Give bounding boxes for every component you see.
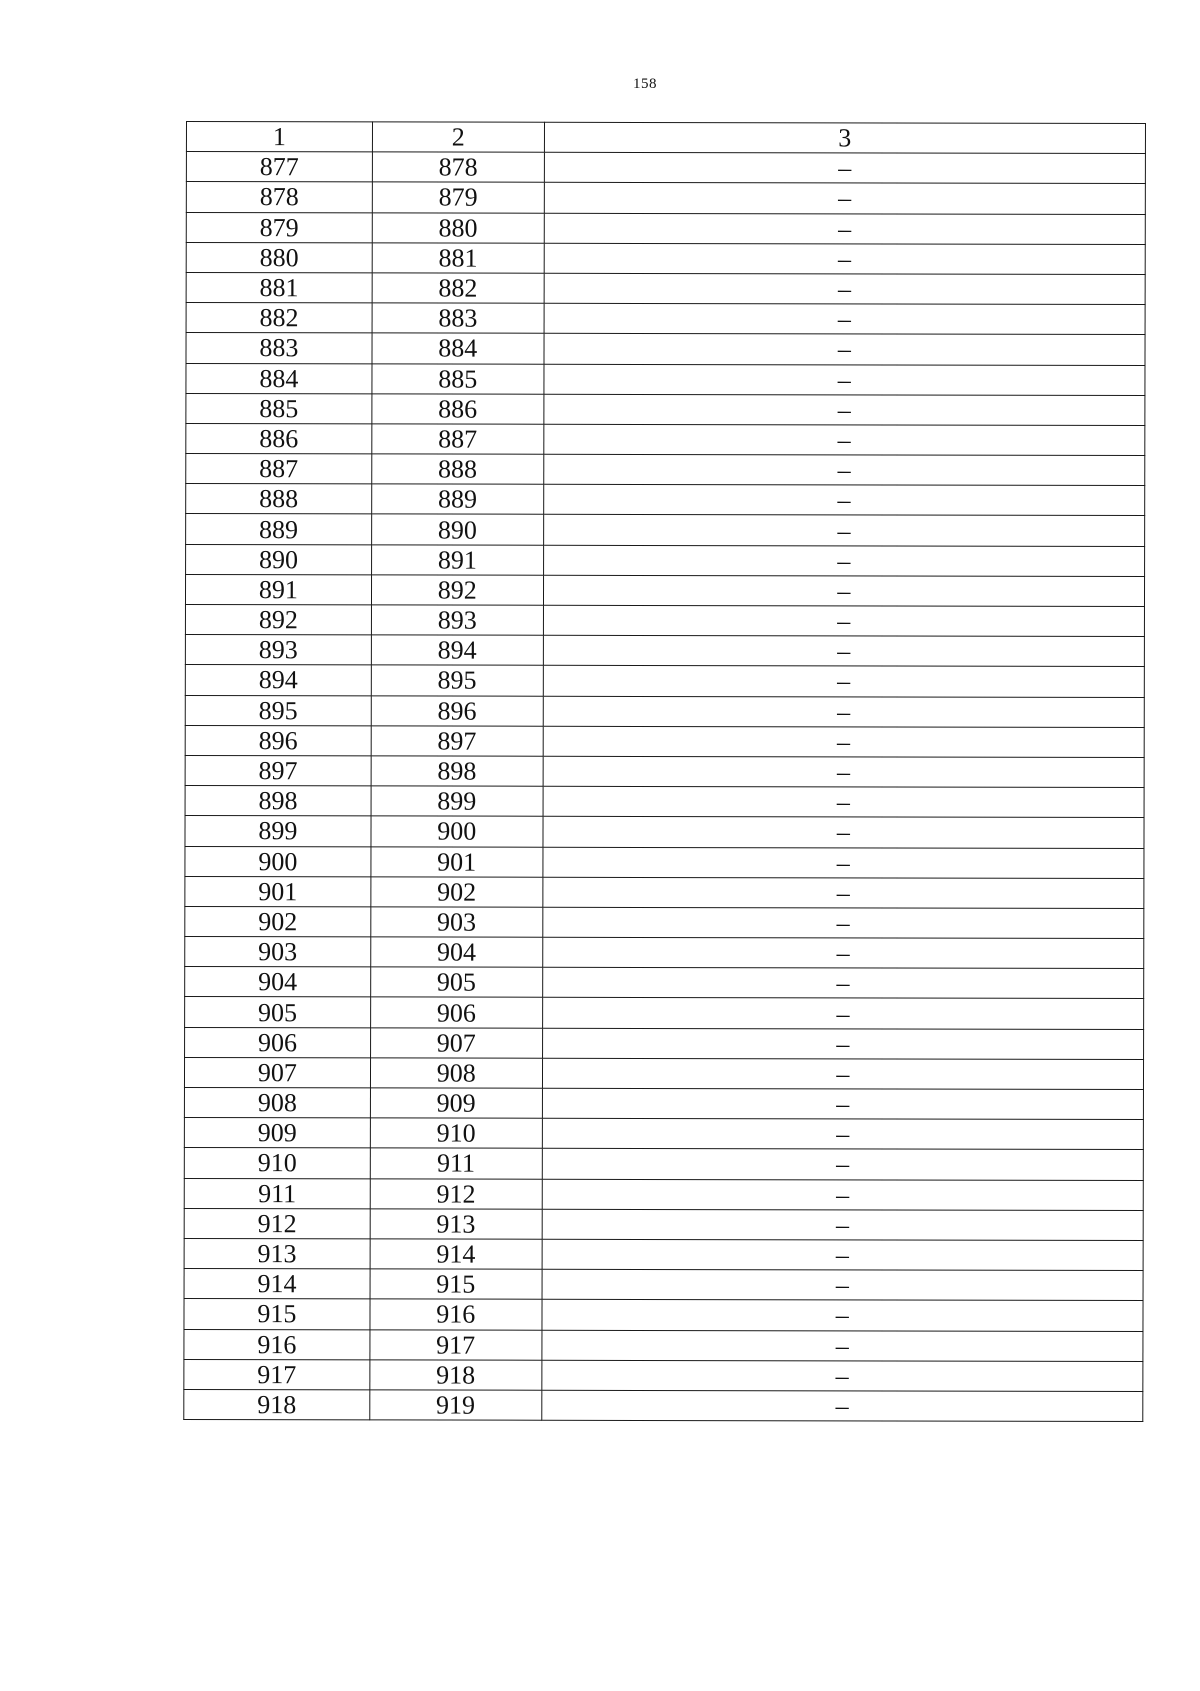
table-cell-col2: 890 [371, 514, 543, 545]
table-cell-col2: 907 [370, 1028, 542, 1059]
table-cell-col3: – [542, 998, 1143, 1029]
table-cell-col1: 902 [185, 906, 371, 937]
table-cell-col3: – [542, 1179, 1143, 1210]
table-cell-col1: 905 [185, 997, 371, 1028]
table-cell-col3: – [544, 152, 1145, 183]
table-row [185, 695, 1144, 727]
table-cell-col1: 904 [185, 967, 371, 998]
table-cell-col1: 903 [185, 937, 371, 968]
table-row [184, 1329, 1143, 1361]
table-cell-col2: 898 [371, 756, 543, 787]
table-row [184, 1178, 1143, 1210]
table-cell-col3: – [543, 545, 1144, 576]
table-cell-col3: – [543, 605, 1144, 636]
table-cell-col2: 881 [372, 243, 544, 274]
table-cell-col1: 884 [186, 363, 372, 394]
table-cell-col2: 884 [372, 333, 544, 364]
table-cell-col2: 905 [370, 967, 542, 998]
table-cell-col1: 883 [186, 333, 372, 364]
table-cell-col3: – [543, 424, 1144, 455]
table-row [186, 363, 1145, 395]
table-row [184, 1359, 1143, 1391]
table-cell-col2: 894 [371, 635, 543, 666]
table-cell-col2: 885 [372, 363, 544, 394]
table-cell-col2: 908 [370, 1058, 542, 1089]
table-cell-col2: 900 [371, 816, 543, 847]
column-header-2: 2 [372, 122, 544, 153]
table-cell-col2: 882 [372, 273, 544, 304]
table-cell-col3: – [543, 877, 1144, 908]
table-cell-col2: 897 [371, 726, 543, 757]
table-cell-col1: 909 [184, 1118, 370, 1149]
table-cell-col2: 892 [371, 575, 543, 606]
table-cell-col2: 899 [371, 786, 543, 817]
table-cell-col1: 885 [186, 393, 372, 424]
table-row [186, 454, 1145, 486]
table-cell-col3: – [544, 394, 1145, 425]
table-row [186, 212, 1145, 244]
table-cell-col1: 877 [186, 152, 372, 183]
table-row [184, 1389, 1143, 1421]
table-cell-col3: – [543, 666, 1144, 697]
table-cell-col3: – [541, 1390, 1142, 1421]
column-header-3: 3 [544, 122, 1145, 153]
table-cell-col1: 897 [185, 755, 371, 786]
table-row [186, 423, 1145, 455]
table-cell-col2: 895 [371, 665, 543, 696]
table-cell-col1: 911 [184, 1178, 370, 1209]
table-row [185, 997, 1144, 1029]
table-row [184, 1299, 1143, 1331]
table-cell-col3: – [544, 303, 1145, 334]
table-row [186, 272, 1145, 304]
table-cell-col1: 892 [185, 605, 371, 636]
table-row [186, 544, 1145, 576]
table-cell-col3: – [544, 243, 1145, 274]
table-cell-col2: 883 [372, 303, 544, 334]
table-cell-col3: – [544, 213, 1145, 244]
table-cell-col2: 911 [370, 1148, 542, 1179]
table-cell-col2: 919 [370, 1390, 542, 1421]
table-cell-col3: – [542, 1239, 1143, 1270]
table-cell-col3: – [544, 334, 1145, 365]
table-row [184, 1118, 1143, 1150]
table-cell-col1: 894 [185, 665, 371, 696]
table-row [185, 786, 1144, 818]
table-cell-col2: 888 [372, 454, 544, 485]
table-cell-col3: – [542, 1360, 1143, 1391]
table-cell-col2: 903 [371, 907, 543, 938]
table-cell-col2: 909 [370, 1088, 542, 1119]
table-cell-col3: – [544, 273, 1145, 304]
table-body [184, 122, 1146, 1422]
table-cell-col2: 896 [371, 695, 543, 726]
table-cell-col3: – [542, 1330, 1143, 1361]
table-cell-col1: 916 [184, 1329, 370, 1360]
table-cell-col2: 887 [372, 424, 544, 455]
table-cell-col2: 901 [371, 846, 543, 877]
column-header-1: 1 [186, 122, 372, 153]
page-number: 158 [633, 76, 657, 92]
table-row [185, 906, 1144, 938]
table-cell-col3: – [543, 635, 1144, 666]
table-cell-col1: 878 [186, 182, 372, 213]
table-row [186, 484, 1145, 516]
table-row [185, 725, 1144, 757]
table-cell-col2: 912 [370, 1178, 542, 1209]
table-cell-col1: 900 [185, 846, 371, 877]
table-cell-col1: 907 [184, 1057, 370, 1088]
table-row [186, 333, 1145, 365]
table-cell-col3: – [543, 847, 1144, 878]
table-cell-col1: 891 [185, 574, 371, 605]
table-cell-col1: 882 [186, 303, 372, 334]
table-cell-col2: 914 [370, 1239, 542, 1270]
table-cell-col1: 913 [184, 1238, 370, 1269]
table-cell-col3: – [542, 1028, 1143, 1059]
table-cell-col1: 910 [184, 1148, 370, 1179]
data-table [183, 121, 1146, 1422]
table-cell-col1: 915 [184, 1299, 370, 1330]
table-cell-col2: 886 [372, 394, 544, 425]
table-row [185, 937, 1144, 969]
table-cell-col3: – [542, 937, 1143, 968]
table-cell-col1: 896 [185, 725, 371, 756]
table-row [186, 242, 1145, 274]
table-cell-col2: 906 [370, 997, 542, 1028]
table-row [184, 1087, 1143, 1119]
table-cell-col1: 908 [184, 1087, 370, 1118]
table-row [185, 755, 1144, 787]
table-row [185, 635, 1144, 667]
table-cell-col2: 889 [372, 484, 544, 515]
table-row [185, 665, 1144, 697]
table-cell-col3: – [542, 1149, 1143, 1180]
table-cell-col1: 912 [184, 1208, 370, 1239]
table-cell-col3: – [542, 1088, 1143, 1119]
table-cell-col2: 916 [370, 1299, 542, 1330]
table-cell-col2: 913 [370, 1209, 542, 1240]
table-cell-col3: – [543, 726, 1144, 757]
table-cell-col1: 890 [186, 544, 372, 575]
table-cell-col3: – [543, 756, 1144, 787]
table-cell-col2: 904 [371, 937, 543, 968]
table-row [184, 1238, 1143, 1270]
table-row [184, 1148, 1143, 1180]
table-cell-col3: – [543, 575, 1144, 606]
table-row [184, 1208, 1143, 1240]
table-cell-col3: – [542, 1209, 1143, 1240]
table-row [185, 1027, 1144, 1059]
table-cell-col1: 888 [186, 484, 372, 515]
table-cell-col1: 880 [186, 242, 372, 273]
table-cell-col2: 917 [370, 1329, 542, 1360]
table-cell-col2: 915 [370, 1269, 542, 1300]
table-row [184, 1269, 1143, 1301]
table-cell-col3: – [542, 1300, 1143, 1331]
table-cell-col3: – [542, 907, 1143, 938]
table-cell-col1: 886 [186, 423, 372, 454]
table-cell-col3: – [544, 364, 1145, 395]
table-row [184, 1057, 1143, 1089]
table-row [186, 303, 1145, 335]
table-cell-col2: 902 [371, 877, 543, 908]
table-cell-col1: 917 [184, 1359, 370, 1390]
table-cell-col3: – [543, 786, 1144, 817]
table-cell-col2: 880 [372, 212, 544, 243]
table-cell-col2: 878 [372, 152, 544, 183]
table-cell-col1: 881 [186, 272, 372, 303]
table-header-row [186, 122, 1145, 154]
table-cell-col3: – [543, 696, 1144, 727]
table-row [186, 393, 1145, 425]
table-cell-col1: 906 [185, 1027, 371, 1058]
table-row [185, 816, 1144, 848]
table-cell-col1: 879 [186, 212, 372, 243]
table-cell-col3: – [542, 1118, 1143, 1149]
table-cell-col3: – [543, 484, 1144, 515]
table-cell-col1: 898 [185, 786, 371, 817]
table-cell-col1: 895 [185, 695, 371, 726]
table-cell-col3: – [544, 183, 1145, 214]
table-cell-col2: 891 [371, 545, 543, 576]
table-cell-col1: 889 [186, 514, 372, 545]
table-cell-col3: – [542, 1269, 1143, 1300]
table-row [186, 514, 1145, 546]
table-cell-col1: 893 [185, 635, 371, 666]
table-cell-col3: – [543, 454, 1144, 485]
table-cell-col2: 893 [371, 605, 543, 636]
table-cell-col3: – [543, 515, 1144, 546]
table-row [185, 574, 1144, 606]
table-cell-col2: 910 [370, 1118, 542, 1149]
table-row [186, 182, 1145, 214]
table-cell-col3: – [542, 967, 1143, 998]
table-row [185, 605, 1144, 637]
table-row [185, 846, 1144, 878]
table-row [186, 152, 1145, 184]
table-row [185, 876, 1144, 908]
table-cell-col1: 899 [185, 816, 371, 847]
table-cell-col3: – [543, 817, 1144, 848]
table-cell-col1: 918 [184, 1389, 370, 1420]
table-cell-col1: 901 [185, 876, 371, 907]
table-row [185, 967, 1144, 999]
table-cell-col2: 879 [372, 182, 544, 213]
table-cell-col3: – [542, 1058, 1143, 1089]
table-cell-col2: 918 [370, 1360, 542, 1391]
table-cell-col1: 914 [184, 1269, 370, 1300]
table-cell-col1: 887 [186, 454, 372, 485]
